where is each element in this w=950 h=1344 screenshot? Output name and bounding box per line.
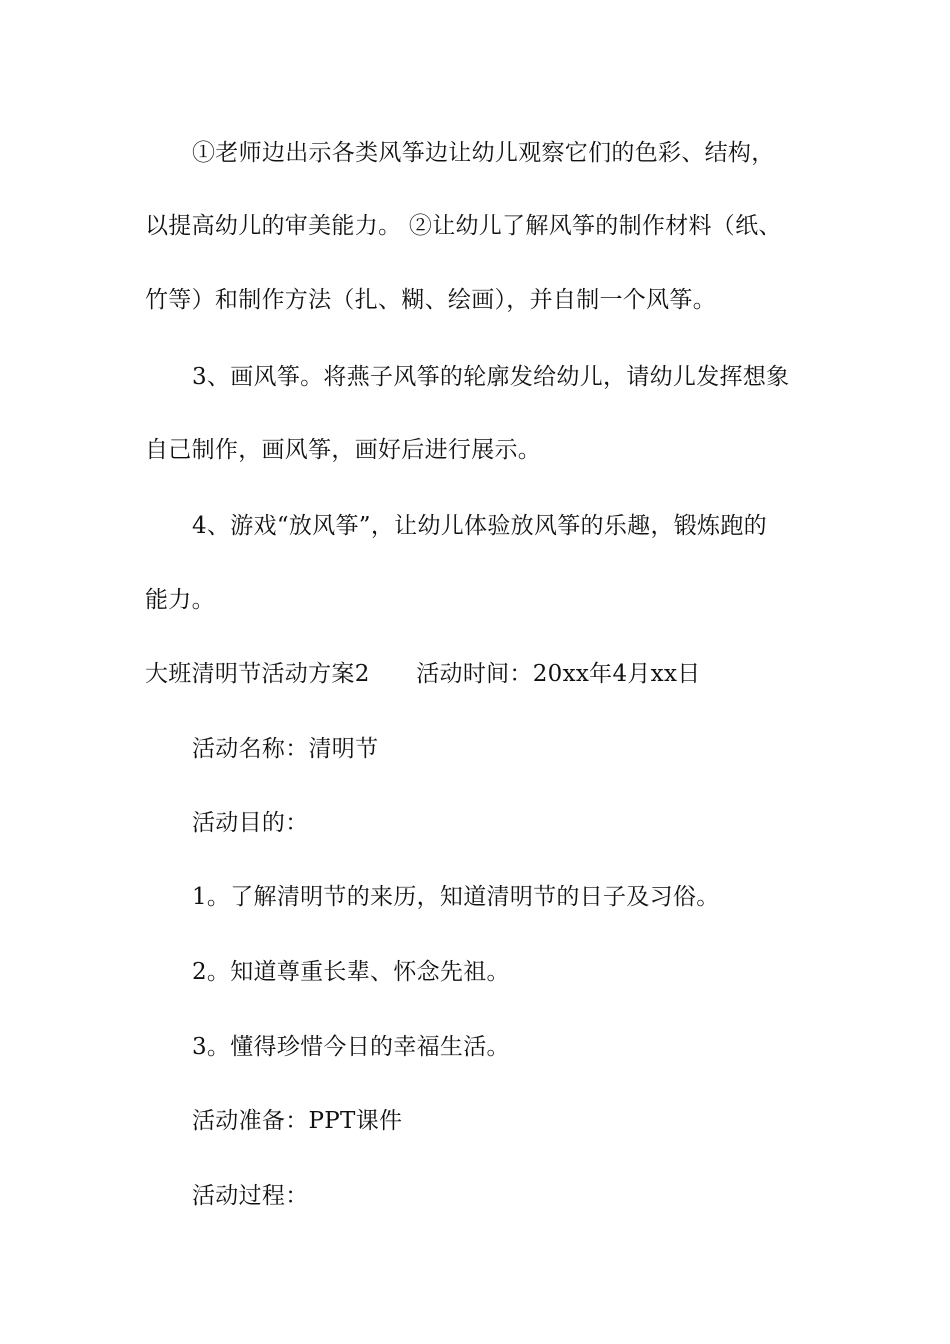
- paragraph-line: 竹等）和制作方法（扎、糊、绘画），并自制一个风筝。: [145, 287, 716, 313]
- paragraph-line: 活动过程：: [192, 1183, 309, 1209]
- paragraph-line: 以提高幼儿的审美能力。 ②让幼儿了解风筝的制作材料（纸、: [145, 213, 782, 239]
- list-item: 1。了解清明节的来历，知道清明节的日子及习俗。: [192, 884, 720, 910]
- paragraph-line: 自己制作，画风筝，画好后进行展示。: [145, 437, 542, 463]
- list-item: 2。知道尊重长辈、怀念先祖。: [192, 959, 510, 985]
- paragraph-line: 活动名称：清明节: [192, 736, 379, 762]
- list-item: 3。懂得珍惜今日的幸福生活。: [192, 1034, 510, 1060]
- paragraph-line: 活动准备：PPT课件: [192, 1108, 403, 1134]
- paragraph-line: 能力。: [145, 587, 215, 613]
- paragraph-line: ①老师边出示各类风筝边让幼儿观察它们的色彩、结构，: [192, 140, 775, 166]
- section-heading: 大班清明节活动方案2 活动时间：20xx年4月xx日: [145, 661, 701, 687]
- paragraph-line: 3、画风筝。将燕子风筝的轮廓发给幼儿，请幼儿发挥想象: [192, 364, 790, 390]
- paragraph-line: 活动目的：: [192, 810, 309, 836]
- paragraph-line: 4、游戏“放风筝”，让幼儿体验放风筝的乐趣，锻炼跑的: [192, 513, 767, 539]
